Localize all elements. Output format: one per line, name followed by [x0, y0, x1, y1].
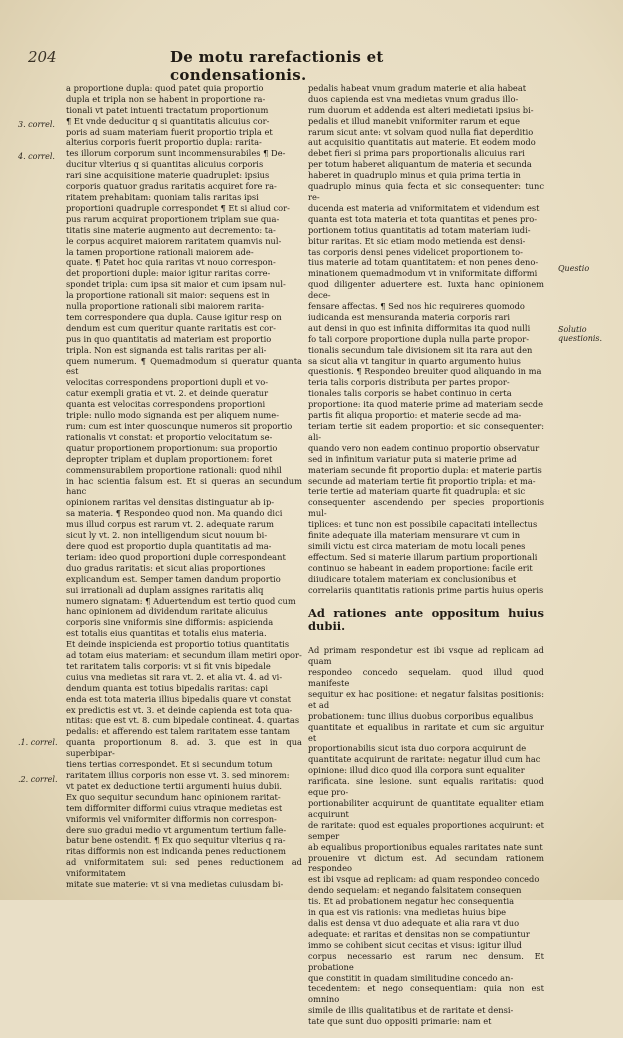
margin-note-correl-4: 4. correl. — [18, 152, 55, 161]
margin-note-correl-2: .2. correl. — [18, 775, 58, 784]
left-column — [66, 72, 302, 901]
margin-note-solutio: Solutio questionis. — [558, 325, 603, 343]
right-column-text-b: Ad primam respondetur est ibi vsque ad replicam ad quam respondeo concedo sequelam. quod illud quod manifeste sequitur ex hac positione: et negatur falsitas positionis: et ad probationem: tunc illius duobus corporibus equalibus quantitate et equalibus in raritate et cum sic arguitur et proportionabilis sicut ista duo corpora acquirunt de quantitate acquirunt de raritate: negatur illud cum hac opinione: illud dico quod illa corpora sunt equaliter rarificata. sine lesione. sunt equalis raritatis: quod eque pro- portionabiliter acquirunt de quantitate equaliter etiam acquirunt de raritate: quod est equales proportiones acquirunt: et semper ab equalibus proportionibus equales raritates nate sunt prouenire vt dictum est. Ad secundam rationem respondeo est ibi vsque ad replicam: ad quam respondeo concedo dendo sequelam: et negando falsitatem consequen tis. Et ad probationem negatur hec consequentia in qua est vis rationis: vna medietas huius bipe dalis est densa vt duo adequate et alia rara vt duo adequate: et raritas et densitas non se compatiuntur immo se cohibent sicut cecitas et visus: igitur illud corpus necessario est rarum nec densum. Et probatione que constitit in quadam similitudine concedo an- tecedentem: et nego consequentiam: quia non est omnino simile de illis qualitatibus et de raritate et densi- tate que sunt duo oppositi primarie: nam et — [308, 645, 544, 1027]
margin-note-correl-1: .1. correl. — [18, 738, 58, 747]
right-column — [308, 72, 544, 1038]
left-column-text: a proportione dupla: quod patet quia proportio dupla et tripla non se habent in proportione ra- tionali vt patet intuenti tractatum proportionum ¶ Et vnde deducitur q si quantitatis alicuius cor- poris ad suam materiam fuerit proportio tripla et alterius corporis fuerit proportio dupla: rarita- tes illorum corporum sunt incommensurabiles ¶ De- ducitur vlterius q si quantitas alicuius corporis rari sine acquisitione materie quadruplet: ipsius corporis quatuor gradus raritatis acquiret fore ra- ritatem prehabitam: quoniam talis raritas ipsi proportioni quadruple correspondet ¶ Et si aliud cor- pus rarum acquirat proportionem triplam sue qua- titatis sine materie augmento aut decremento: ta- le corpus acquiret maiorem raritatem quamvis nul- la tamen proportione rationali maiorem ade- quate. ¶ Patet hoc quia raritas vt nouo correspon- det proportioni duple: maior igitur raritas corre- spondet tripla: cum ipsa sit maior et cum ipsam nul- la proportione rationali sit maior: sequens est in nulla proportione rationali sibi maiorem rarita- tem correspondere qua dupla. Cause igitur resp on dendum est cum queritur quante raritatis est cor- pus in quo quantitatis ad materiam est proportio tripla. Non est signanda est talis raritas per ali- quem numerum. ¶ Quemadmodum si queratur quanta est velocitas correspondens proportioni dupli et vo- catur exempli gratia et vt. 2. et deinde queratur quanta est velocitas correspondens proportioni triple: nullo modo signanda est per aliquem nume- rum: cum est inter quoscunque numeros sit proportio rationalis vt constat: et proportio velocitatum se- quatur proportionem proportionum: sua proportio depropter triplam et duplam proportionem: foret commensurabilem proportione rationali: quod nihil in hac scientia falsum est. Et si queras an secundum hanc opinionem raritas vel densitas distinguatur ab ip- sa materia. ¶ Respondeo quod non. Ma quando dici mus illud corpus est rarum vt. 2. adequate rarum sicut ly vt. 2. non intelligendum sicut nouum bi- dere quod est proportio dupla quantitatis ad ma- teriam: ideo quod proportioni duple correspondeant duo gradus raritatis: et sicut alias proportiones explicandum est. Semper tamen dandum proportio sui irrationali ad duplam assignes raritatis aliq numero signatam: ¶ Aduertendum est tertio quod cum hanc opinionem ad dividendum raritate alicuius corporis sine vniformis sine difformis: aspicienda est totalis eius quantitas et totalis eius materia. Et deinde inspicienda est proportio totius quantitatis ad totam eius materiam: et secundum illam metiri opor- tet raritatem talis corporis: vt si fit vnis bipedale cuius vna medietas sit rara vt. 2. et alia vt. 4. ad vi- dendum quanta est totius bipedalis raritas: capi enda est tota materia illius bipedalis quare vt constat ex predictis est vt. 3. et deinde capienda est tota qua- ntitas: que est vt. 8. cum bipedale contineat. 4. quartas pedalis: et afferendo est talem raritatem esse tantam quanta proportionum 8. ad. 3. que est in qua superbipar- tiens tertias correspondet. Et si secundum totum raritatem illius corporis non esse vt. 3. sed minorem: vt patet ex deductione tertii argumenti huius dubii. Ex quo sequitur secundum hanc opinionem raritat- tem difformiter difformi cuius vtraque medietas est vniformis vel vniformiter difformis non correspon- dere suo gradui medio vt argumentum tertium falle- batur bene ostendit. ¶ Ex quo sequitur vlterius q ra- ritas difformis non est indicanda penes reductionem ad vniformitatem sui: sed penes reductionem ad vniformitatem mitate sue materie: vt si vna medietas cuiusdam bi- — [66, 82, 302, 890]
section-heading: Ad rationes ante oppositum huius dubii. — [308, 606, 544, 634]
page-number: 204 — [28, 48, 57, 66]
margin-note-questio: Questio — [558, 264, 590, 273]
right-column-text-a: pedalis habeat vnum gradum materie et alia habeat duos capienda est vna medietas vnum gradus illo- rum duorum et addenda est alteri medietati ipsius bi- pedalis et illud manebit vniformiter rarum et eque rarum sicut ante: vt solvam quod nulla fiat deperditio aut acquisitio quantitatis aut materie. Et eodem modo debet fieri si prima pars proportionalis alicuius rari per totum haberet aliquantum de materia et secunda haberet in quadruplo minus et quia prima tertia in quadruplo minus quia fecta et sic consequenter: tunc re- ducenda est materia ad vniformitatem et videndum est quanta est tota materia et tota quantitas et penes pro- portionem totius quantitatis ad totam materiam iudi- bitur raritas. Et sic etiam modo metienda est densi- tas corporis densi penes videlicet proportionem to- tius materie ad totam quantitatem: et non penes deno- minationem quemadmodum vt in vniformitate difformi quod diligenter aduertere est. Iuxta hanc opinionem dece- fensare affectas. ¶ Sed nos hic requireres quomodo iudicanda est mensuranda materia corporis rari aut densi in quo est infinita difformitas ita quod nulli fo tali corpore proportione dupla nulla parte propor- tionalis secundum tale divisionem sit ita rara aut den sa sicut alia vt tangitur in quarto argumento huius questionis. ¶ Respondeo breuiter quod aliquando in ma teria talis corporis distributa per partes propor- tionales talis corporis se habet continuo in certa proportione: ita quod materie prime ad materiam secde partis fit aliqua proportio: et materie secde ad ma- teriam tertie sit eadem proportio: et sic consequenter: ali- quando vero non eadem continuo proportio observatur sed in infinitum variatur puta si materie prime ad materiam secunde fit proportio dupla: et materie partis secunde ad materiam tertie fit proportio tripla: et ma- terie tertie ad materiam quarte fit quadrupla: et sic consequenter ascendendo per species proportionis mul- tiplices: et tunc non est possibile capacitati intellectus finite adequate illa materiam mensurare vt cum in simili victu est circa materiam de motu locali penes effectum. Sed si materie illarum partium proportionali continuo se habeant in eadem proportione: facile erit diiudicare totalem materiam ex conclusionibus et correlariis quantitatis rationis prime partis huius operis — [308, 82, 544, 595]
margin-note-correl-3: 3. correl. — [18, 120, 55, 129]
running-head: De motu rarefactionis et condensationis. — [170, 48, 384, 84]
